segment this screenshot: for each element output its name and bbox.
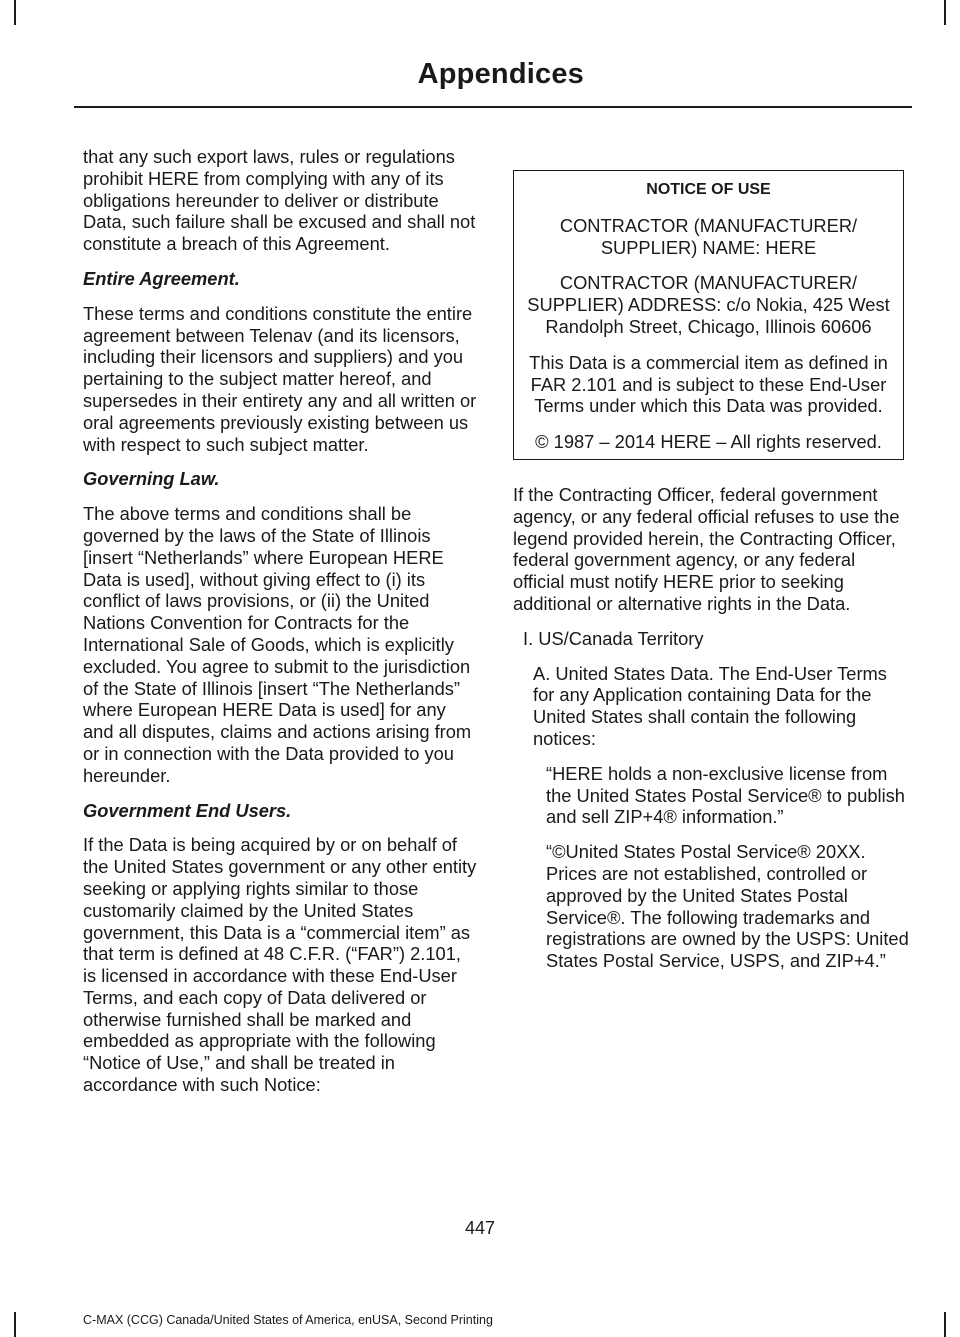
page-title: Appendices <box>417 58 584 90</box>
usps-trademark-quote: “©United States Postal Service® 20XX. Prices are not established, controlled or approved by the United States Postal Service®. The following trademarks and registrations are owned by the USPS: United States Postal Service, USPS, and ZIP+4.” <box>546 841 909 972</box>
notice-copyright: © 1987 – 2014 HERE – All rights reserved. <box>535 431 882 453</box>
territory-heading: I. US/Canada Territory <box>523 627 704 649</box>
crop-mark-top-right <box>944 0 946 25</box>
page-number: 447 <box>464 1218 496 1238</box>
crop-mark-bottom-left <box>14 1312 16 1337</box>
header-divider <box>74 106 912 108</box>
crop-mark-bottom-right <box>944 1312 946 1337</box>
contracting-officer-paragraph: If the Contracting Officer, federal government agency, or any federal official refuses to use the legend provided herein, the Contracting Officer, federal government agency, or any federal official must notify HERE prior to seeking additional or alternative rights in the Data. <box>513 483 900 614</box>
governing-law-heading: Governing Law. <box>83 468 220 490</box>
footer-text: C-MAX (CCG) Canada/United States of America, enUSA, Second Printing <box>83 1313 493 1327</box>
usps-license-quote: “HERE holds a non-exclusive license from the United States Postal Service® to publish and sell ZIP+4® information.” <box>546 762 905 828</box>
notice-commercial-item: This Data is a commercial item as defined in FAR 2.101 and is subject to these End-User Terms under which this Data was provided. <box>529 351 888 417</box>
notice-contractor-address: CONTRACTOR (MANUFACTURER/ SUPPLIER) ADDRESS: c/o Nokia, 425 West Randolph Street, Chicago, Illinois 60606 <box>527 272 890 337</box>
governing-law-paragraph: The above terms and conditions shall be governed by the laws of the State of Illinois [insert “Netherlands” where European HERE Data is used], without giving effect to (i) its conflict of laws provisions, or (ii) the United Nations Convention for Contracts for the International Sale of Goods, which is explicitly excluded. You agree to submit to the jurisdiction of the State of Illinois [insert “The Netherlands” where European HERE Data is used] for any and all disputes, claims and actions arising from or in connection with the Data provided to you hereunder. <box>83 503 472 786</box>
left-column <box>83 146 477 1109</box>
crop-mark-top-left <box>14 0 16 25</box>
export-laws-paragraph: that any such export laws, rules or regulations prohibit HERE from complying with any of its obligations hereunder to deliver or distribute Data, such failure shall be excused and shall not constitute a breach of this Agreement. <box>83 146 476 255</box>
government-end-users-paragraph: If the Data is being acquired by or on behalf of the United States government or any other entity seeking or applying rights similar to those customarily claimed by the United States government, this Data is a “commercial item” as that term is defined at 48 C.F.R. (“FAR”) 2.101, is licensed in accordance with these End-User Terms, and each copy of Data delivered or otherwise furnished shall be marked and embedded as appropriate with the following “Notice of Use,” and shall be treated in accordance with such Notice: <box>83 834 477 1096</box>
government-end-users-heading: Government End Users. <box>83 799 292 821</box>
us-data-paragraph: A. United States Data. The End-User Terms for any Application containing Data for the United States shall contain the following notices: <box>533 662 887 749</box>
right-column <box>513 146 911 985</box>
notice-of-use-box <box>513 170 904 460</box>
notice-contractor-name: CONTRACTOR (MANUFACTURER/ SUPPLIER) NAME: HERE <box>559 214 858 258</box>
notice-title: NOTICE OF USE <box>646 181 771 198</box>
entire-agreement-paragraph: These terms and conditions constitute the entire agreement between Telenav (and its licensors, including their licensors and suppliers) and you pertaining to the subject matter hereof, and supersedes in their entirety any and all written or oral agreements previously existing between us with respect to such subject matter. <box>83 302 477 455</box>
entire-agreement-heading: Entire Agreement. <box>83 267 240 289</box>
